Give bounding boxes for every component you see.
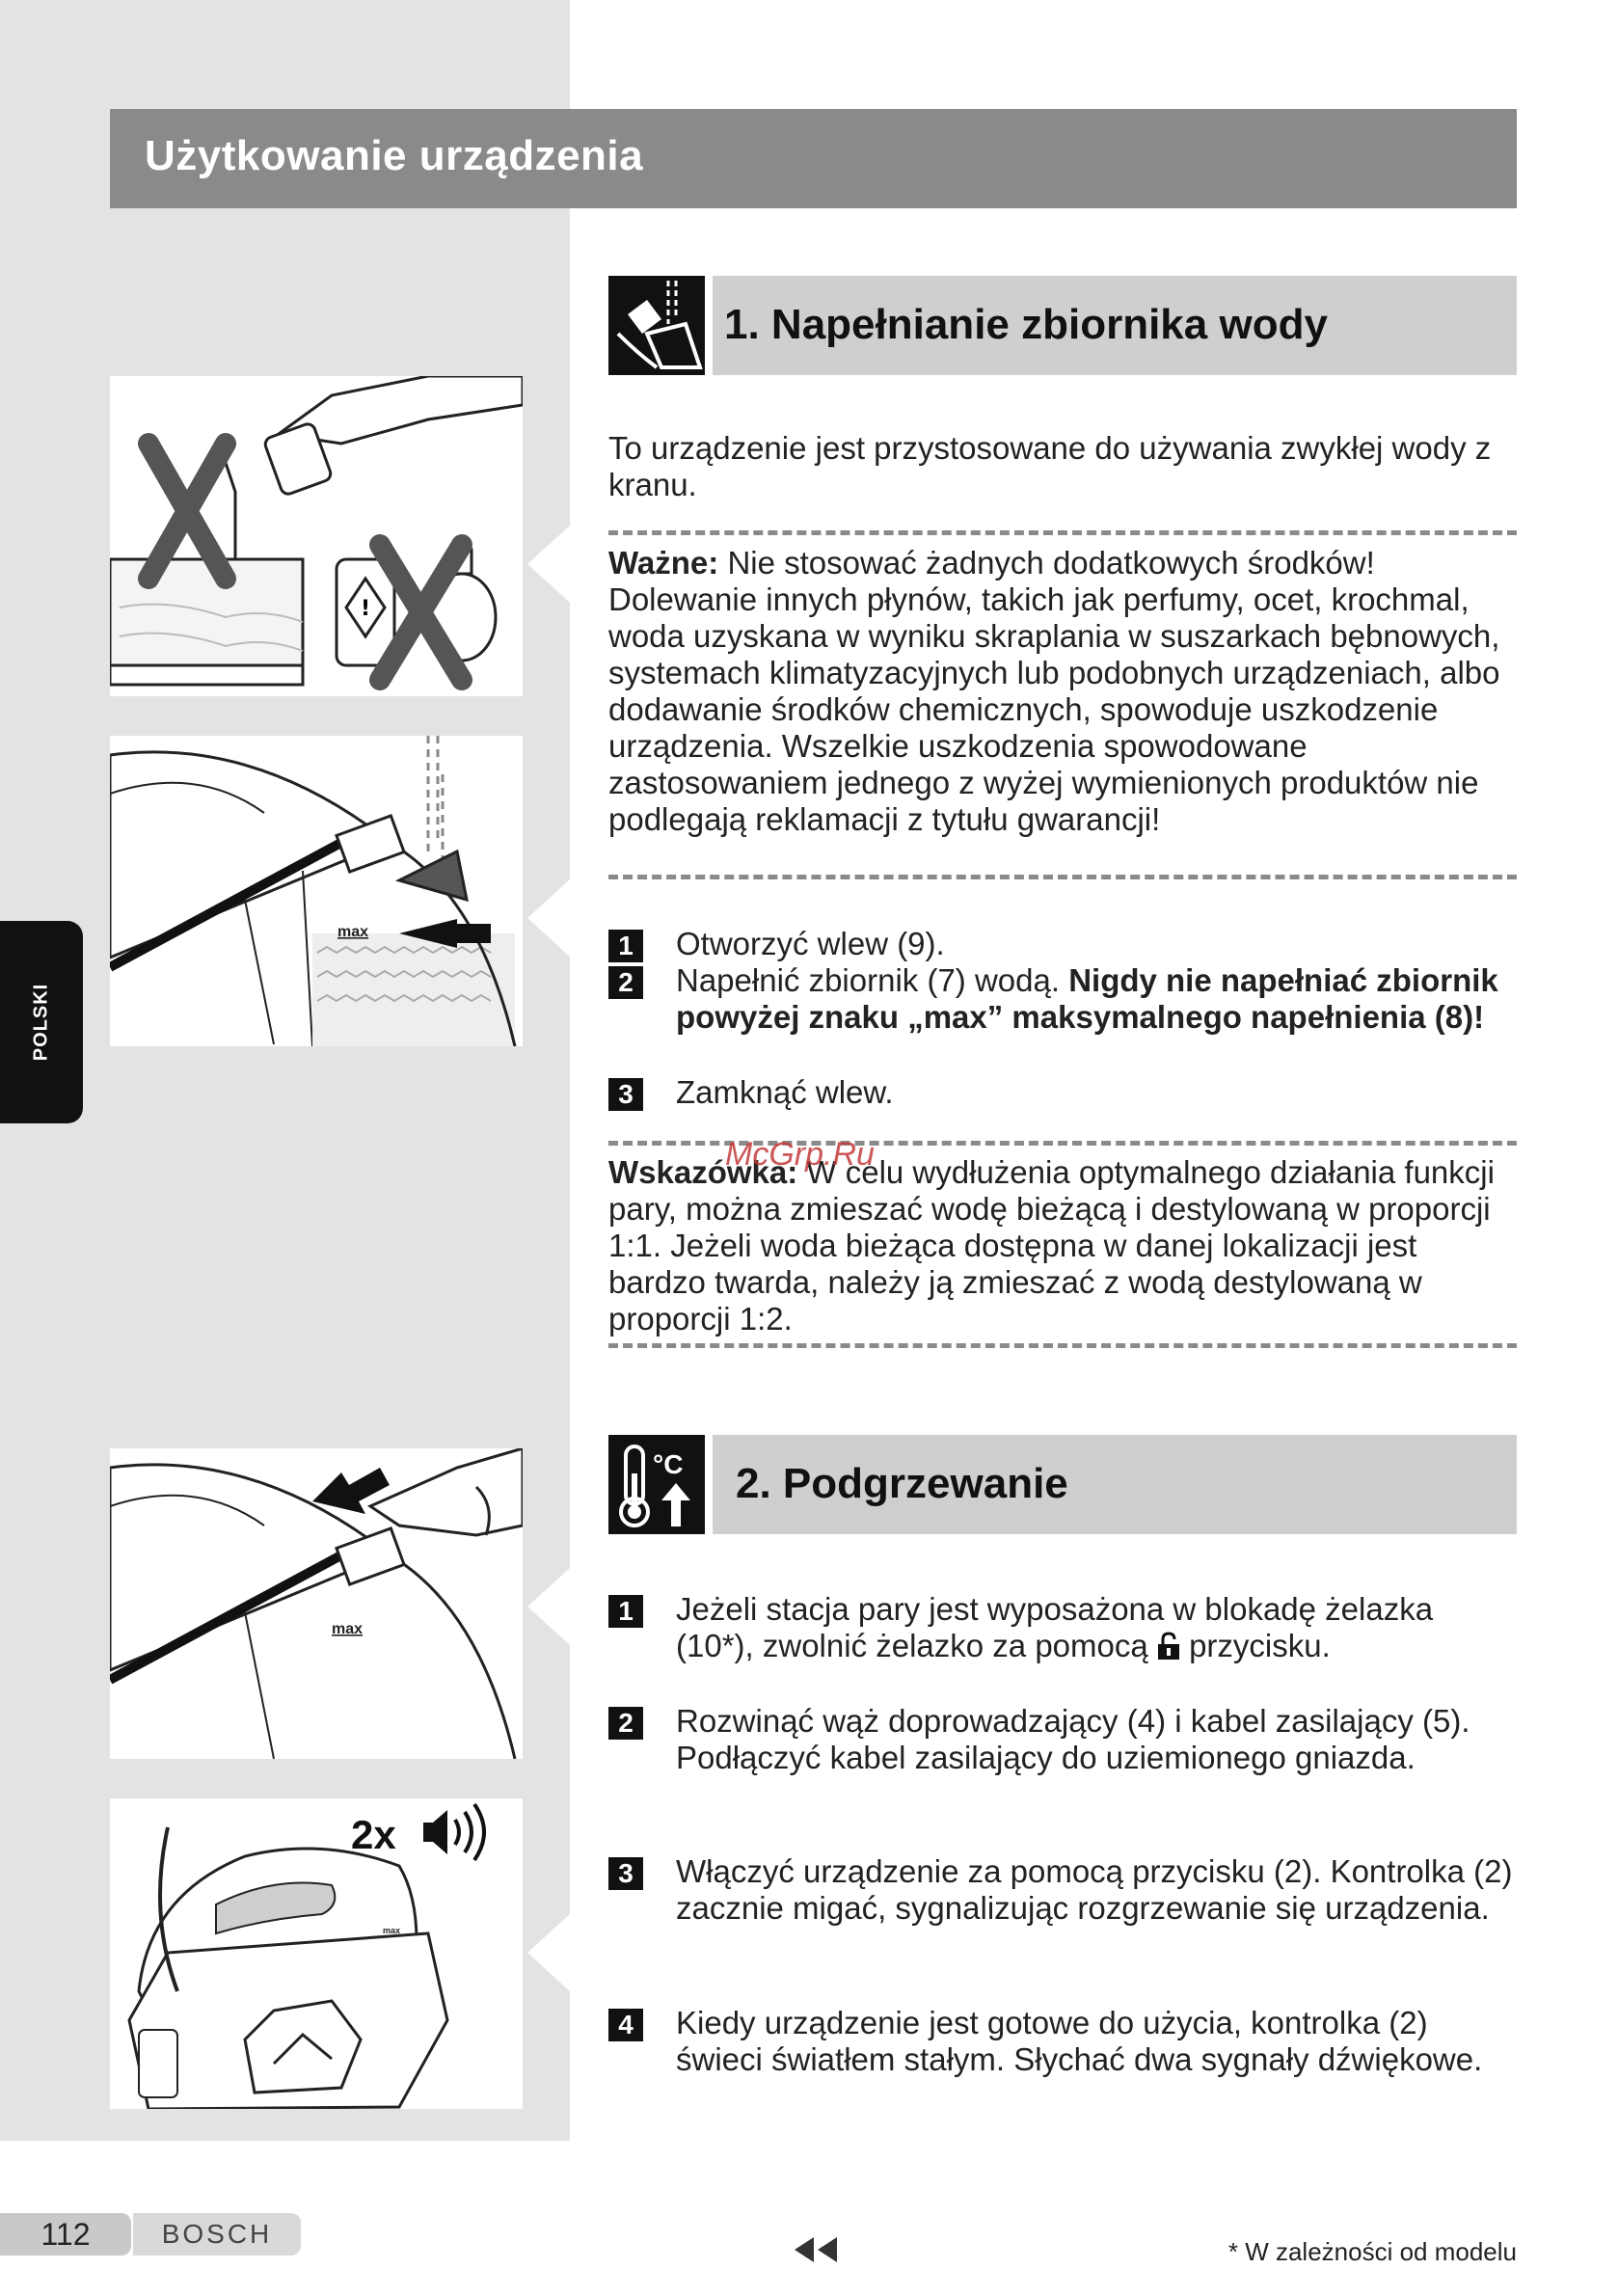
divider (608, 530, 1517, 535)
step-number: 1 (608, 930, 643, 962)
figure-max-label: max (332, 1621, 364, 1637)
section2-step (608, 1703, 1517, 1815)
divider (608, 1343, 1517, 1348)
step-text: Otworzyć wlew (9). (676, 926, 945, 961)
thermometer-icon (608, 1435, 705, 1534)
page-title-band (110, 109, 1517, 208)
section1-step (608, 1074, 1517, 1113)
svg-text:max: max (383, 1926, 401, 1935)
page-title: Użytkowanie urządzenia (145, 132, 644, 179)
language-tab (0, 921, 83, 1123)
section1-step (608, 926, 1517, 964)
section1-step (608, 962, 1517, 1074)
prohibited-liquids-illustration (110, 376, 523, 696)
figure-pointer (527, 526, 570, 603)
figure-pointer (527, 1914, 570, 1991)
section2-title: 2. Podgrzewanie (736, 1460, 1068, 1507)
section2-title-bar (713, 1435, 1517, 1534)
page-number: 112 (0, 2213, 131, 2255)
step-text: Włączyć urządzenie za pomocą przycisku (2). Kontrolka (2) zacznie migać, sygnalizując rozgrzewanie się urządzenia. (676, 1853, 1513, 1926)
figure-pointer (527, 1568, 570, 1645)
footer-page-tab (0, 2213, 301, 2255)
filling-tank-illustration (110, 736, 523, 1046)
figure-beeps-label: 2x (351, 1812, 396, 1857)
footnote: * W zależności od modelu (1227, 2237, 1517, 2266)
section2-step (608, 2005, 1517, 2117)
figure-filling-tank (110, 736, 523, 1046)
step-number: 1 (608, 1595, 643, 1628)
step-text-wrapper (676, 1591, 1517, 1664)
step-text-after: przycisku. (1189, 1628, 1331, 1663)
step-text: Napełnić zbiornik (7) wodą. (676, 962, 1069, 998)
tip-note (608, 1154, 1517, 1337)
important-label: Ważne: (608, 545, 719, 581)
step-text-wrapper (676, 962, 1517, 1036)
release-button-illustration (110, 1448, 523, 1759)
tip-text: W celu wydłużenia optymalnego działania funkcji pary, można zmieszać wodę bieżącą i destylowaną w proporcji 1:1. Jeżeli woda bieżąca dostępna w danej lokalizacji jest bardzo twarda, należy ją zmieszać z wodą destylowaną w proporcji 1:2. (608, 1154, 1495, 1337)
language-tab-label: POLSKI (30, 983, 52, 1062)
step-number: 2 (608, 1707, 643, 1740)
figure-ready-beeps (110, 1798, 523, 2109)
important-text: Nie stosować żadnych dodatkowych środków! Dolewanie innych płynów, takich jak perfumy, ocet, krochmal, woda uzyskana w wyniku skraplania w suszarkach bębnowych, systemach klimatyzacyjnych lub podobnych urządzeniach, albo dodawanie środków chemicznych, spowoduje uszkodzenie urządzenia. Wszelkie uszkodzenia spowodowane zastosowaniem jednego z wyżej wymienionych produktów nie podlegają reklamacji z tytułu gwarancji! (608, 545, 1500, 837)
step-number: 3 (608, 1857, 643, 1890)
divider (608, 875, 1517, 879)
section2-step (608, 1853, 1517, 1965)
section1-title-bar (713, 276, 1517, 375)
temperature-unit: °C (653, 1449, 684, 1479)
step-number: 3 (608, 1078, 643, 1111)
brand-label: BOSCH (133, 2213, 301, 2255)
step-text: Kiedy urządzenie jest gotowe do użycia, kontrolka (2) świeci światłem stałym. Słychać dwa sygnały dźwiękowe. (676, 2005, 1483, 2077)
section1-intro: To urządzenie jest przystosowane do używania zwykłej wody z kranu. (608, 430, 1492, 502)
figure-pointer (527, 879, 570, 957)
section2-header (608, 1435, 1517, 1534)
figure-max-label: max (337, 924, 369, 940)
step-text: Zamknąć wlew. (676, 1074, 894, 1110)
important-note (608, 545, 1517, 838)
step-warning: Nigdy nie napełniać zbiornik powyżej znaku „max” maksymalnego napełnienia (8)! (676, 962, 1498, 1035)
step-text: Rozwinąć wąż doprowadzający (4) i kabel zasilający (5). Podłączyć kabel zasilający do uziemionego gniazda. (676, 1703, 1470, 1775)
section2-step (608, 1591, 1517, 1668)
previous-page-icon[interactable] (791, 2235, 841, 2264)
step-number: 2 (608, 966, 643, 999)
section1-header (608, 276, 1517, 375)
step-number: 4 (608, 2009, 643, 2041)
svg-text:!: ! (361, 597, 371, 621)
tip-label: Wskazówka: (608, 1154, 798, 1190)
step-text: Jeżeli stacja pary jest wyposażona w blokadę żelazka (10*), zwolnić żelazko za pomocą (676, 1591, 1434, 1663)
figure-release-button (110, 1448, 523, 1759)
water-fill-icon (608, 276, 705, 375)
section1-title: 1. Napełnianie zbiornika wody (724, 301, 1328, 348)
figure-prohibited-liquids (110, 376, 523, 696)
ready-beeps-illustration (110, 1798, 523, 2109)
watermark: McGrp.Ru (725, 1136, 875, 1173)
unlock-icon (1157, 1632, 1180, 1661)
